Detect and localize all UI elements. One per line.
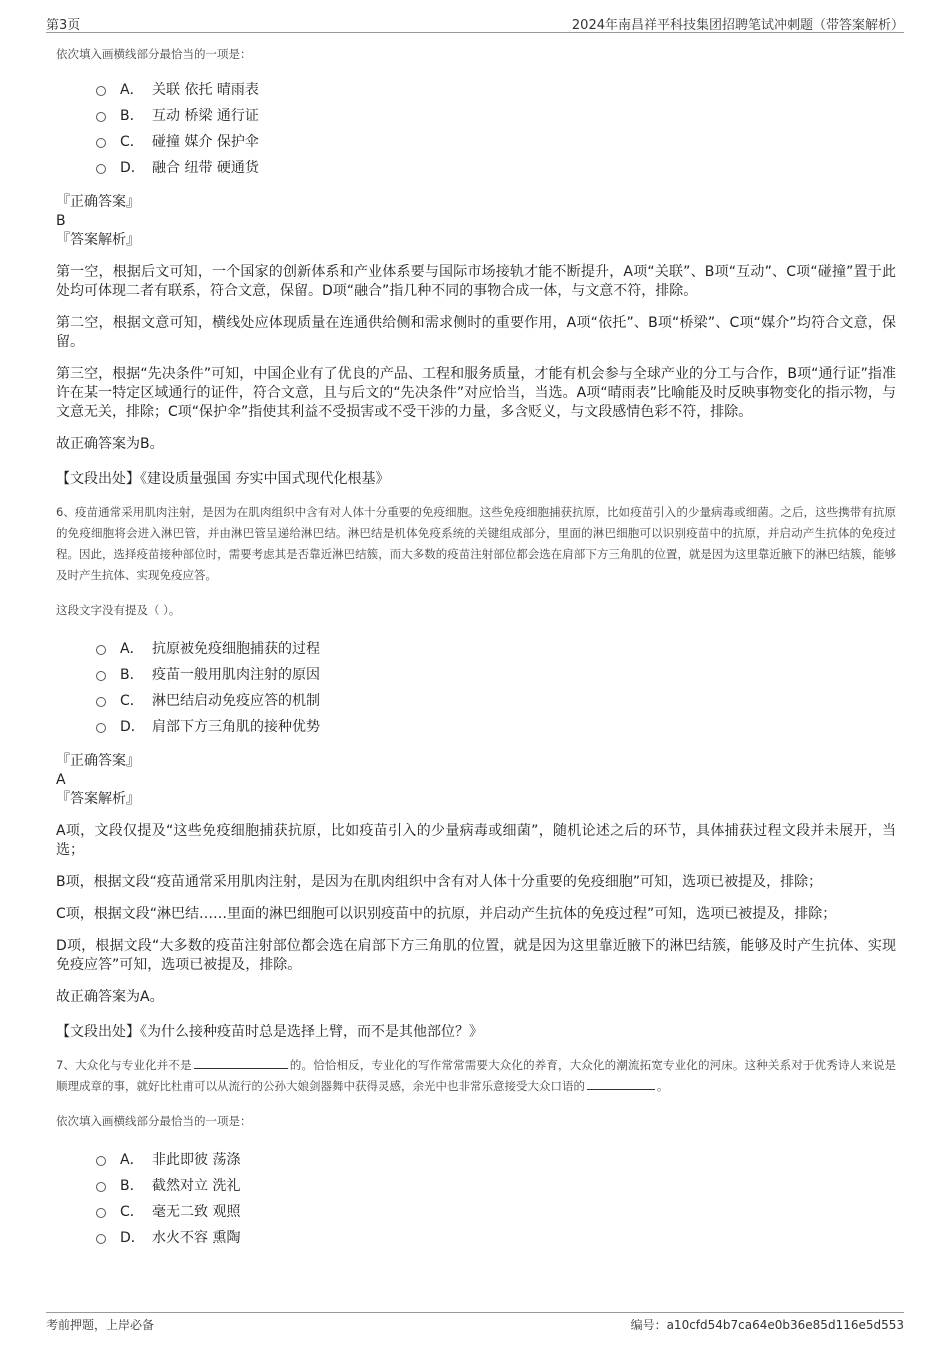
radio-icon[interactable] <box>96 671 106 681</box>
radio-icon[interactable] <box>96 1182 106 1192</box>
radio-icon[interactable] <box>96 1208 106 1218</box>
q5-option-a[interactable]: A． 关联 依托 晴雨表 <box>96 76 896 102</box>
radio-icon[interactable] <box>96 86 106 96</box>
fill-blank-1 <box>194 1056 288 1069</box>
radio-icon[interactable] <box>96 138 106 148</box>
q5-answer: B <box>56 213 66 229</box>
q5-options <box>96 76 896 180</box>
q6-answer: A <box>56 772 66 788</box>
q5-analysis-p2: 第二空，根据文意可知，横线处应体现质量在连通供给侧和需求侧时的重要作用，A项“依托”、B项“桥梁”、C项“媒介”均符合文意，保留。 <box>56 315 896 350</box>
q6-options <box>96 635 896 739</box>
radio-icon[interactable] <box>96 697 106 707</box>
q5-option-b[interactable]: B． 互动 桥梁 通行证 <box>96 102 896 128</box>
q5-prompt: 依次填入画横线部分最恰当的一项是： <box>56 47 252 61</box>
q7-option-c[interactable]: C． 毫无二致 观照 <box>96 1198 896 1224</box>
q7-options <box>96 1146 896 1250</box>
radio-icon[interactable] <box>96 164 106 174</box>
document-title: 2024年南昌祥平科技集团招聘笔试冲刺题（带答案解析） <box>571 18 904 33</box>
q7-option-d[interactable]: D． 水火不容 熏陶 <box>96 1224 896 1250</box>
radio-icon[interactable] <box>96 723 106 733</box>
q6-source: 【文段出处】《为什么接种疫苗时总是选择上臂，而不是其他部位？》 <box>56 1024 483 1040</box>
footer-slogan: 考前押题，上岸必备 <box>46 1318 155 1332</box>
radio-icon[interactable] <box>96 645 106 655</box>
q7-option-a[interactable]: A． 非此即彼 荡涤 <box>96 1146 896 1172</box>
q6-option-c[interactable]: C． 淋巴结启动免疫应答的机制 <box>96 687 896 713</box>
q6-analysis-c: C项，根据文段“淋巴结……里面的淋巴细胞可以识别疫苗中的抗原，并启动产生抗体的免疫过程”可知，选项已被提及，排除； <box>56 906 837 922</box>
radio-icon[interactable] <box>96 1156 106 1166</box>
document-code: 编号：a10cfd54b7ca64e0b36e85d116e5d553 <box>630 1318 904 1332</box>
radio-icon[interactable] <box>96 1234 106 1244</box>
q5-answer-tag: 『正确答案』 <box>56 194 140 210</box>
q6-analysis-b: B项，根据文段“疫苗通常采用肌肉注射，是因为在肌肉组织中含有对人体十分重要的免疫细胞”可知，选项已被提及，排除； <box>56 874 823 890</box>
q6-text: 6、疫苗通常采用肌肉注射，是因为在肌肉组织中含有对人体十分重要的免疫细胞。这些免疫细胞捕获抗原，比如疫苗引入的少量病毒或细菌。之后，这些携带有抗原的免疫细胞将会进入淋巴管，并由淋巴管呈递给淋巴结。淋巴结是机体免疫系统的关键组成部分，里面的淋巴细胞可以识别疫苗中的抗原，并启动产生抗体的免疫过程。因此，选择疫苗接种部位时，需要考虑其是否靠近淋巴结簇，而大多数的疫苗注射部位都会选在肩部下方三角肌的位置，就是因为这里靠近腋下的淋巴结簇，能够及时产生抗体、实现免疫应答。 <box>56 505 896 582</box>
q5-conclusion: 故正确答案为B。 <box>56 436 164 452</box>
q7-prompt: 依次填入画横线部分最恰当的一项是： <box>56 1114 252 1128</box>
q6-option-b[interactable]: B． 疫苗一般用肌肉注射的原因 <box>96 661 896 687</box>
q6-analysis-tag: 『答案解析』 <box>56 791 140 807</box>
page-number: 第3页 <box>46 18 81 33</box>
page-footer <box>46 1312 904 1337</box>
page-header <box>46 14 904 33</box>
q6-analysis-d: D项，根据文段“大多数的疫苗注射部位都会选在肩部下方三角肌的位置，就是因为这里靠近腋下的淋巴结簇，能够及时产生抗体、实现免疫应答”可知，选项已被提及，排除。 <box>56 938 896 973</box>
q7-option-b[interactable]: B． 截然对立 洗礼 <box>96 1172 896 1198</box>
q5-option-c[interactable]: C． 碰撞 媒介 保护伞 <box>96 128 896 154</box>
q6-prompt: 这段文字没有提及（ ）。 <box>56 603 181 617</box>
q6-option-a[interactable]: A． 抗原被免疫细胞捕获的过程 <box>96 635 896 661</box>
q6-answer-tag: 『正确答案』 <box>56 753 140 769</box>
q5-option-d[interactable]: D． 融合 纽带 硬通货 <box>96 154 896 180</box>
q7-text: 7、大众化与专业化并不是 的。恰恰相反，专业化的写作常常需要大众化的养育，大众化的潮流拓宽专业化的河床。这种关系对于优秀诗人来说是顺理成章的事，就好比杜甫可以从流行的公孙大娘剑器舞中获得灵感，余光中也非常乐意接受大众口语的 。 <box>56 1058 896 1093</box>
radio-icon[interactable] <box>96 112 106 122</box>
fill-blank-2 <box>587 1077 655 1090</box>
q5-analysis-p3: 第三空，根据“先决条件”可知，中国企业有了优良的产品、工程和服务质量，才能有机会参与全球产业的分工与合作，B项“通行证”指准许在某一特定区域通行的证件，符合文意，且与后文的“先决条件”对应恰当，当选。A项“晴雨表”比喻能及时反映事物变化的指示物，与文意无关，排除；C项“保护伞”指使其利益不受损害或不受干涉的力量，多含贬义，与文段感情色彩不符，排除。 <box>56 366 896 420</box>
q5-analysis-p1: 第一空，根据后文可知，一个国家的创新体系和产业体系要与国际市场接轨才能不断提升，A项“关联”、B项“互动”、C项“碰撞”置于此处均可体现二者有联系，符合文意，保留。D项“融合”指几种不同的事物合成一体，与文意不符，排除。 <box>56 264 896 299</box>
page-content <box>56 46 896 1262</box>
q6-analysis-a: A项，文段仅提及“这些免疫细胞捕获抗原，比如疫苗引入的少量病毒或细菌”，随机论述之后的环节，具体捕获过程文段并未展开，当选； <box>56 823 896 858</box>
q6-conclusion: 故正确答案为A。 <box>56 989 164 1005</box>
q5-analysis-tag: 『答案解析』 <box>56 232 140 248</box>
q5-source: 【文段出处】《建设质量强国 夯实中国式现代化根基》 <box>56 471 390 487</box>
q6-option-d[interactable]: D． 肩部下方三角肌的接种优势 <box>96 713 896 739</box>
